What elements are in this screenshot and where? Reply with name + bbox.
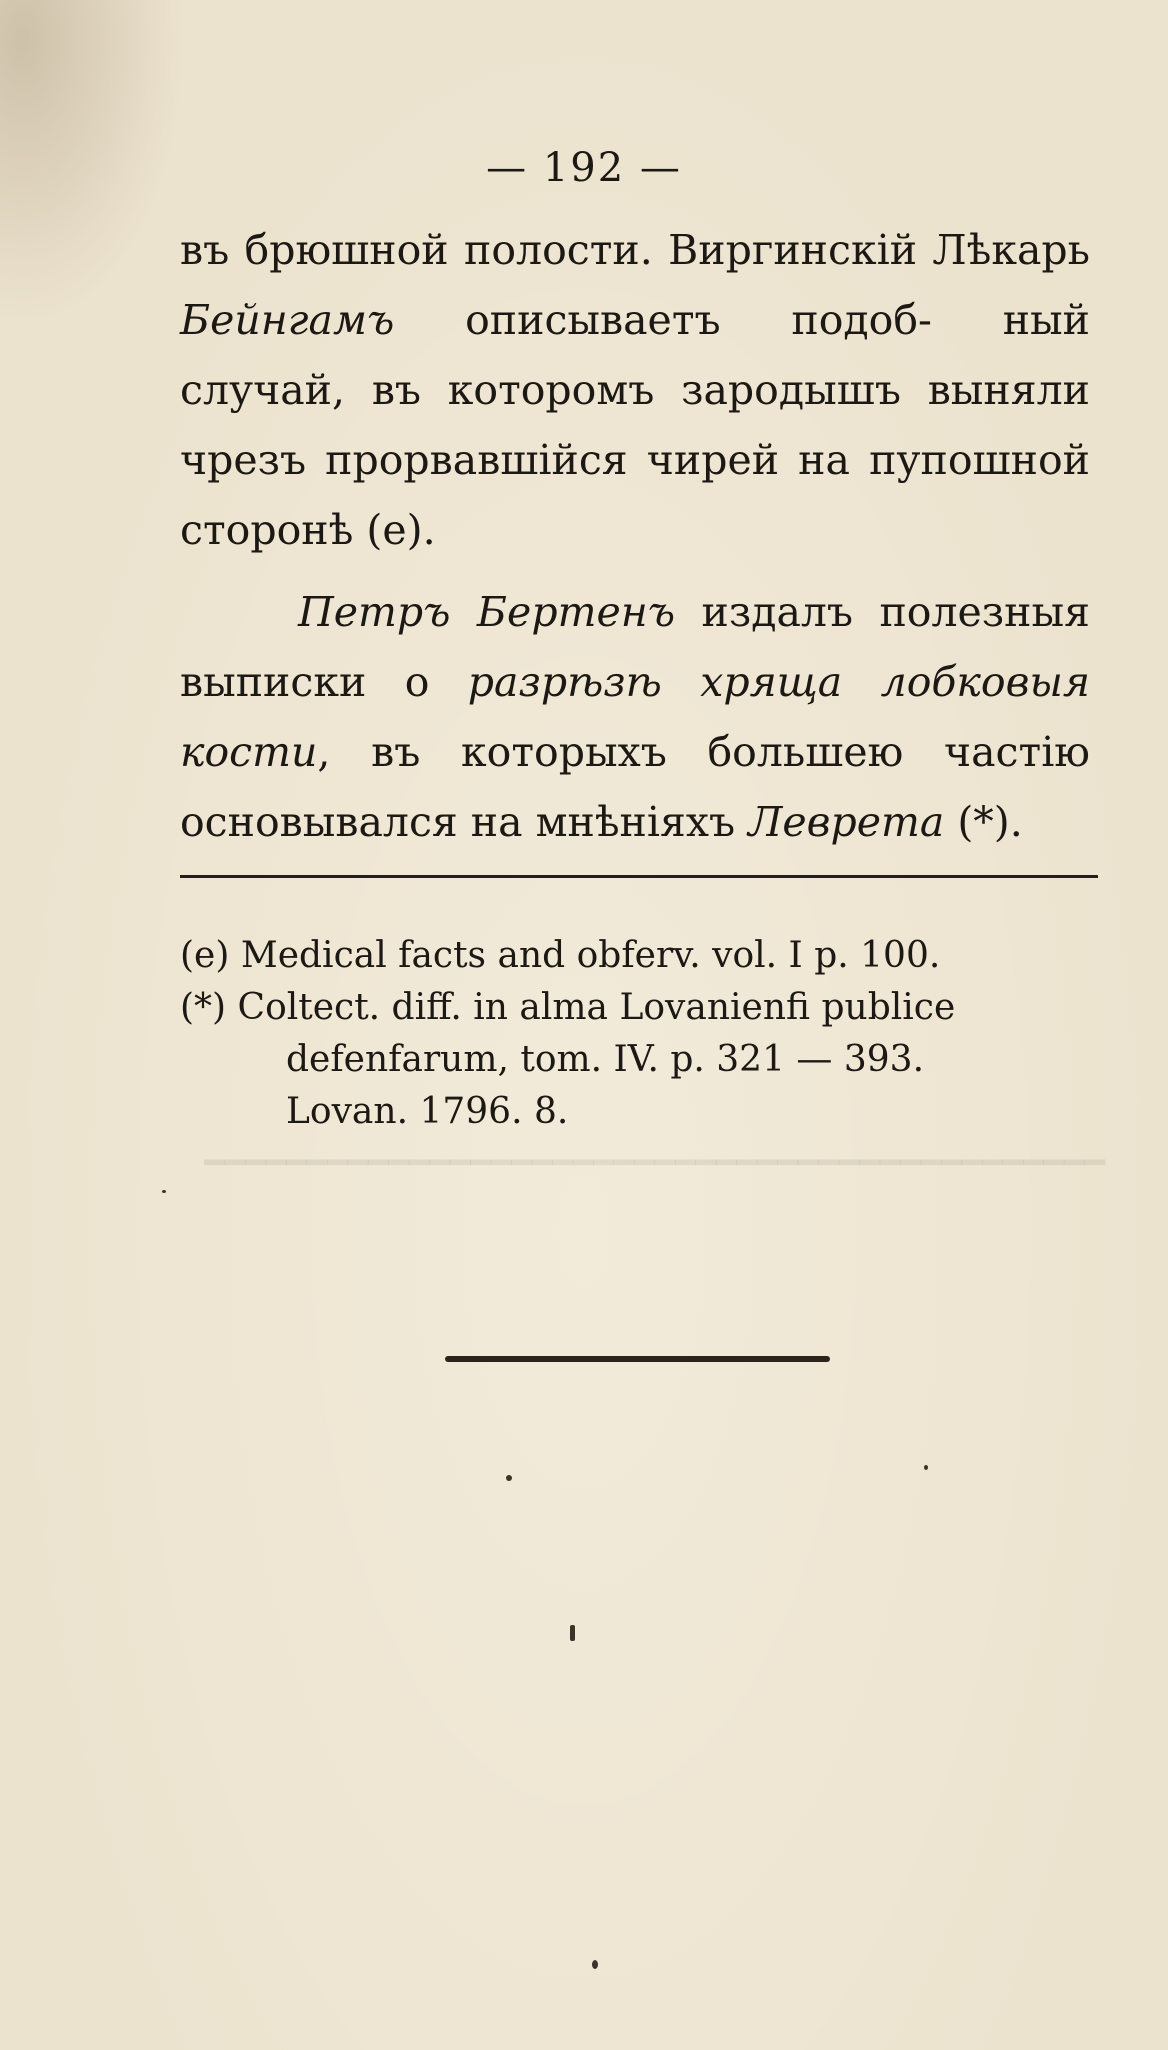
italic-term: разрѣзѣ хряща лобковыя кости (180, 658, 1090, 776)
text-line: , въ которыхъ большею частію (317, 728, 1090, 776)
text-line: (*). (944, 798, 1023, 846)
paragraph-1 (180, 215, 1090, 565)
ink-speck (924, 1465, 928, 1470)
text-line: описываетъ подоб- (394, 296, 932, 344)
end-ornament-rule (445, 1356, 830, 1362)
footnote-star: (*) Coltect. diff. in alma Lovanienfi publice (180, 987, 956, 1028)
paragraph-2 (180, 577, 1090, 857)
ink-speck (162, 1190, 166, 1193)
footnote-star-continued: defenfarum, tom. IV. p. 321 — 393. (286, 1039, 925, 1080)
text-line: выняли чрезъ прорвавшійся чирей на (180, 366, 1090, 484)
ink-speck (570, 1625, 575, 1641)
person-name: Петръ Бертенъ (298, 588, 676, 636)
text-line: ный случай, въ которомъ зародышъ (180, 296, 1090, 414)
text-line: Лѣкарь (932, 226, 1090, 274)
ink-speck (506, 1475, 512, 1481)
footnote-separator-rule (180, 875, 1098, 878)
page-number: — 192 — (486, 145, 682, 191)
bleed-through-text: ━━━━━━━━━━━━━━━━━━━━━━━━━━━━━━━━━━━━━━━━━━━━ (204, 1143, 1105, 1183)
person-name: Леврета (748, 798, 945, 846)
text-line: выписки о (180, 658, 468, 706)
text-line: издалъ полезныя (675, 588, 1090, 636)
person-name: Бейнгамъ (180, 296, 395, 344)
text-line: въ брюшной полости. Виргинскій (180, 226, 918, 274)
footnote-e: (e) Medical facts and obferv. vol. I p. 100. (180, 935, 941, 976)
footnotes (180, 930, 1100, 1138)
ink-speck (592, 1960, 598, 1969)
footnote-star-continued: Lovan. 1796. 8. (286, 1091, 569, 1132)
main-text (180, 215, 1090, 857)
text-line: основывался на мнѣніяхъ (180, 798, 749, 846)
text-line: пупошной сторонѣ (е). (180, 436, 1090, 554)
